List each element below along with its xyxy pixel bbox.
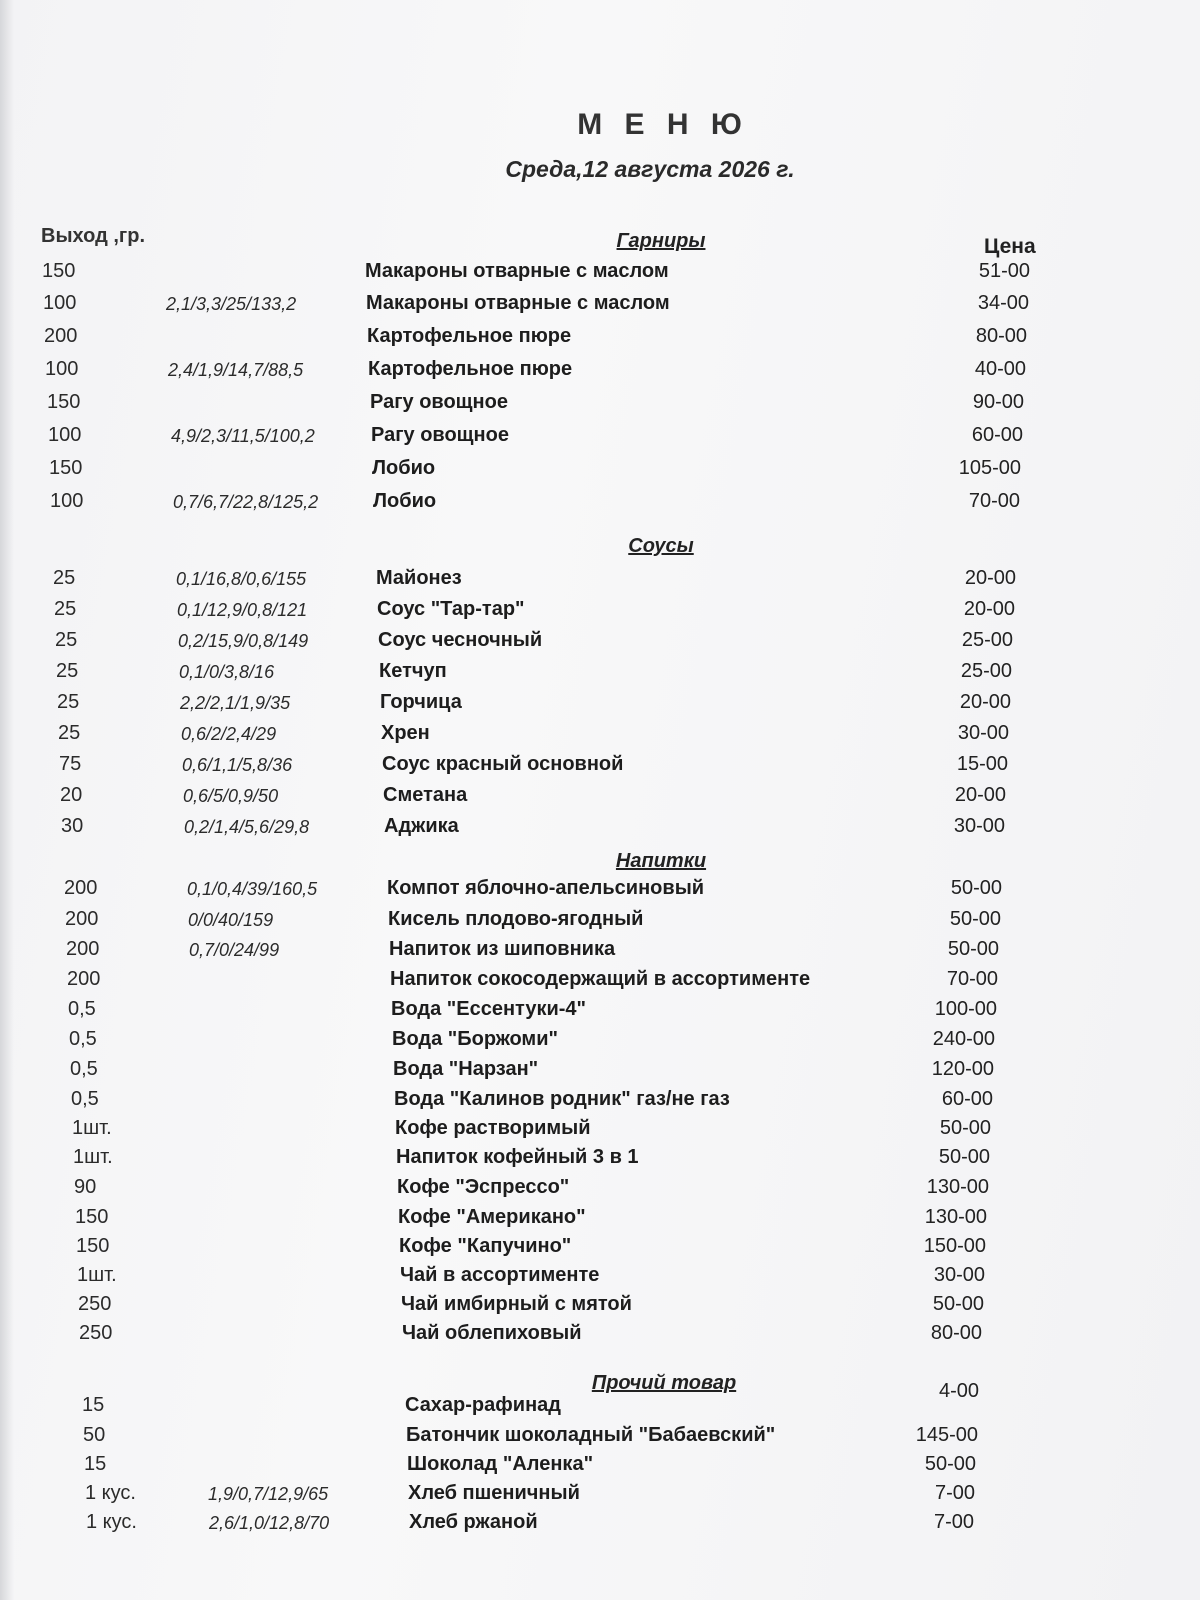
dish-name: Вода "Калинов родник" газ/не газ [394, 1088, 730, 1110]
dish-name: Вода "Нарзан" [393, 1058, 539, 1080]
nutrition-cell: 0,6/1,1/5,8/36 [182, 755, 293, 775]
price-cell: 51-00 [978, 260, 1030, 282]
price-cell: 20-00 [964, 567, 1016, 589]
price-cell: 120-00 [931, 1058, 994, 1080]
price-cell: 145-00 [915, 1424, 978, 1446]
yield-cell: 30 [61, 815, 84, 837]
price-cell: 34-00 [977, 292, 1029, 314]
dish-name: Батончик шоколадный "Бабаевский" [406, 1424, 776, 1446]
menu-row [0, 908, 1150, 934]
yield-cell: 25 [53, 567, 76, 589]
yield-cell: 200 [64, 877, 98, 899]
price-cell: 7-00 [934, 1482, 975, 1504]
yield-cell: 25 [58, 722, 81, 744]
dish-name: Напиток кофейный 3 в 1 [396, 1146, 639, 1168]
menu-row [0, 1176, 1150, 1202]
nutrition-cell: 0,1/0/3,8/16 [179, 662, 275, 682]
nutrition-cell: 0,1/0,4/39/160,5 [187, 879, 318, 899]
menu-title: М Е Н Ю [577, 108, 749, 141]
dish-name: Напиток сокосодержащий в ассортименте [390, 968, 811, 990]
nutrition-cell: 0,7/0/24/99 [189, 940, 280, 960]
menu-row [0, 753, 1150, 779]
dish-name: Сахар-рафинад [405, 1394, 561, 1416]
menu-row [0, 325, 1150, 351]
yield-cell: 150 [49, 457, 83, 479]
dish-name: Кофе растворимый [395, 1117, 591, 1139]
dish-name: Горчица [380, 691, 462, 713]
price-cell: 105-00 [958, 457, 1021, 479]
menu-row [0, 629, 1150, 655]
menu-row [0, 292, 1150, 318]
menu-row [0, 722, 1150, 748]
yield-cell: 1 кус. [86, 1511, 137, 1533]
price-cell: 80-00 [930, 1322, 982, 1344]
dish-name: Вода "Боржоми" [392, 1028, 559, 1050]
price-cell: 150-00 [923, 1235, 986, 1257]
dish-name: Соус чесночный [378, 629, 543, 651]
nutrition-cell: 4,9/2,3/11,5/100,2 [171, 426, 315, 446]
menu-row [0, 260, 1150, 286]
yield-cell: 200 [44, 325, 78, 347]
price-cell: 50-00 [950, 877, 1002, 899]
menu-row [0, 1206, 1150, 1232]
menu-row [0, 490, 1150, 516]
price-cell: 50-00 [939, 1117, 991, 1139]
menu-row [0, 1453, 1150, 1479]
dish-name: Макароны отварные с маслом [365, 260, 669, 282]
yield-cell: 100 [50, 490, 84, 512]
menu-row [0, 457, 1150, 483]
price-cell: 25-00 [960, 660, 1012, 682]
menu-row [0, 1264, 1150, 1290]
dish-name: Кисель плодово-ягодный [388, 908, 644, 930]
yield-cell: 250 [78, 1293, 112, 1315]
nutrition-cell: 0,2/1,4/5,6/29,8 [184, 817, 310, 837]
price-cell: 30-00 [953, 815, 1005, 837]
menu-row [0, 1117, 1150, 1143]
menu-row [0, 1293, 1150, 1319]
yield-cell: 15 [84, 1453, 107, 1475]
nutrition-cell: 0,1/16,8/0,6/155 [176, 569, 307, 589]
price-cell: 4-00 [938, 1380, 979, 1402]
menu-row [0, 424, 1150, 450]
yield-cell: 0,5 [70, 1058, 98, 1080]
menu-row [0, 391, 1150, 417]
dish-name: Хрен [381, 722, 430, 744]
yield-cell: 1шт. [73, 1146, 113, 1168]
yield-cell: 50 [83, 1424, 106, 1446]
price-cell: 240-00 [932, 1028, 995, 1050]
yield-cell: 1 кус. [85, 1482, 136, 1504]
yield-cell: 100 [45, 358, 79, 380]
nutrition-cell: 0,2/15,9/0,8/149 [178, 631, 309, 651]
yield-cell: 200 [65, 908, 99, 930]
price-cell: 130-00 [924, 1206, 987, 1228]
yield-cell: 25 [57, 691, 80, 713]
yield-cell: 100 [43, 292, 77, 314]
section-heading: Напитки [615, 850, 707, 872]
yield-cell: 1шт. [77, 1264, 117, 1286]
yield-cell: 25 [56, 660, 79, 682]
dish-name: Картофельное пюре [367, 325, 572, 347]
section-heading: Гарниры [616, 230, 706, 252]
nutrition-cell: 2,6/1,0/12,8/70 [209, 1513, 330, 1533]
yield-cell: 20 [60, 784, 83, 806]
dish-name: Майонез [376, 567, 462, 589]
menu-row [0, 691, 1150, 717]
dish-name: Компот яблочно-апельсиновый [387, 877, 705, 899]
dish-name: Кофе "Капучино" [399, 1235, 572, 1257]
dish-name: Соус "Тар-тар" [377, 598, 525, 620]
yield-cell: 1шт. [72, 1117, 112, 1139]
dish-name: Лобио [372, 457, 436, 479]
nutrition-cell: 0/0/40/159 [188, 910, 274, 930]
dish-name: Аджика [384, 815, 459, 837]
menu-row [0, 1058, 1150, 1084]
price-cell: 90-00 [972, 391, 1024, 413]
menu-row [0, 815, 1150, 841]
yield-cell: 200 [67, 968, 101, 990]
price-cell: 50-00 [949, 908, 1001, 930]
price-cell: 20-00 [954, 784, 1006, 806]
nutrition-cell: 0,1/12,9/0,8/121 [177, 600, 308, 620]
nutrition-cell: 0,7/6,7/22,8/125,2 [173, 492, 319, 512]
menu-row [0, 660, 1150, 686]
section-heading: Прочий товар [591, 1372, 737, 1394]
dish-name: Шоколад "Аленка" [407, 1453, 594, 1475]
menu-row [0, 998, 1150, 1024]
yield-cell: 150 [76, 1235, 110, 1257]
menu-row [0, 784, 1150, 810]
price-cell: 100-00 [934, 998, 997, 1020]
menu-row [0, 1028, 1150, 1054]
section-heading: Соусы [628, 535, 694, 557]
yield-cell: 0,5 [68, 998, 96, 1020]
yield-cell: 25 [54, 598, 77, 620]
yield-cell: 150 [47, 391, 81, 413]
menu-row [0, 1511, 1150, 1537]
price-cell: 130-00 [926, 1176, 989, 1198]
yield-cell: 150 [42, 260, 76, 282]
nutrition-cell: 2,4/1,9/14,7/88,5 [168, 360, 304, 380]
price-cell: 70-00 [946, 968, 998, 990]
price-cell: 50-00 [924, 1453, 976, 1475]
price-cell: 80-00 [975, 325, 1027, 347]
price-cell: 60-00 [941, 1088, 993, 1110]
yield-cell: 0,5 [69, 1028, 97, 1050]
price-cell: 20-00 [963, 598, 1015, 620]
yield-cell: 0,5 [71, 1088, 99, 1110]
price-column-header: Цена [984, 235, 1036, 258]
menu-row [0, 1146, 1150, 1172]
dish-name: Чай облепиховый [402, 1322, 582, 1344]
dish-name: Хлеб пшеничный [408, 1482, 580, 1504]
yield-cell: 75 [59, 753, 82, 775]
price-cell: 50-00 [947, 938, 999, 960]
dish-name: Кетчуп [379, 660, 447, 682]
dish-name: Рагу овощное [371, 424, 509, 446]
menu-row [0, 1235, 1150, 1261]
dish-name: Вода "Ессентуки-4" [391, 998, 587, 1020]
nutrition-cell: 1,9/0,7/12,9/65 [208, 1484, 329, 1504]
dish-name: Макароны отварные с маслом [366, 292, 670, 314]
dish-name: Чай в ассортименте [400, 1264, 600, 1286]
price-cell: 7-00 [933, 1511, 974, 1533]
price-cell: 60-00 [971, 424, 1023, 446]
menu-row [0, 968, 1150, 994]
menu-row [0, 938, 1150, 964]
menu-row [0, 567, 1150, 593]
dish-name: Напиток из шиповника [389, 938, 616, 960]
dish-name: Кофе "Эспрессо" [397, 1176, 570, 1198]
price-cell: 50-00 [932, 1293, 984, 1315]
price-cell: 25-00 [961, 629, 1013, 651]
yield-cell: 15 [82, 1394, 105, 1416]
nutrition-cell: 2,1/3,3/25/133,2 [166, 294, 297, 314]
dish-name: Хлеб ржаной [409, 1511, 538, 1533]
menu-row [0, 1424, 1150, 1450]
dish-name: Лобио [373, 490, 437, 512]
dish-name: Чай имбирный с мятой [401, 1293, 632, 1315]
dish-name: Картофельное пюре [368, 358, 573, 380]
dish-name: Кофе "Американо" [398, 1206, 586, 1228]
nutrition-cell: 0,6/5/0,9/50 [183, 786, 279, 806]
price-cell: 20-00 [959, 691, 1011, 713]
yield-cell: 200 [66, 938, 100, 960]
nutrition-cell: 0,6/2/2,4/29 [181, 724, 277, 744]
menu-row [0, 1482, 1150, 1508]
price-cell: 40-00 [974, 358, 1026, 380]
yield-cell: 90 [74, 1176, 97, 1198]
yield-column-header: Выход ,гр. [41, 225, 146, 247]
dish-name: Соус красный основной [382, 753, 624, 775]
price-cell: 15-00 [956, 753, 1008, 775]
menu-row [0, 877, 1150, 903]
dish-name: Рагу овощное [370, 391, 508, 413]
menu-row [0, 1088, 1150, 1114]
yield-cell: 100 [48, 424, 82, 446]
menu-row [0, 598, 1150, 624]
price-cell: 50-00 [938, 1146, 990, 1168]
price-cell: 30-00 [933, 1264, 985, 1286]
menu-row [0, 358, 1150, 384]
yield-cell: 25 [55, 629, 78, 651]
menu-date: Среда,12 августа 2026 г. [505, 156, 795, 182]
dish-name: Сметана [383, 784, 468, 806]
yield-cell: 150 [75, 1206, 109, 1228]
nutrition-cell: 2,2/2,1/1,9/35 [180, 693, 291, 713]
yield-cell: 250 [79, 1322, 113, 1344]
menu-row [0, 1322, 1150, 1348]
price-cell: 30-00 [957, 722, 1009, 744]
price-cell: 70-00 [968, 490, 1020, 512]
